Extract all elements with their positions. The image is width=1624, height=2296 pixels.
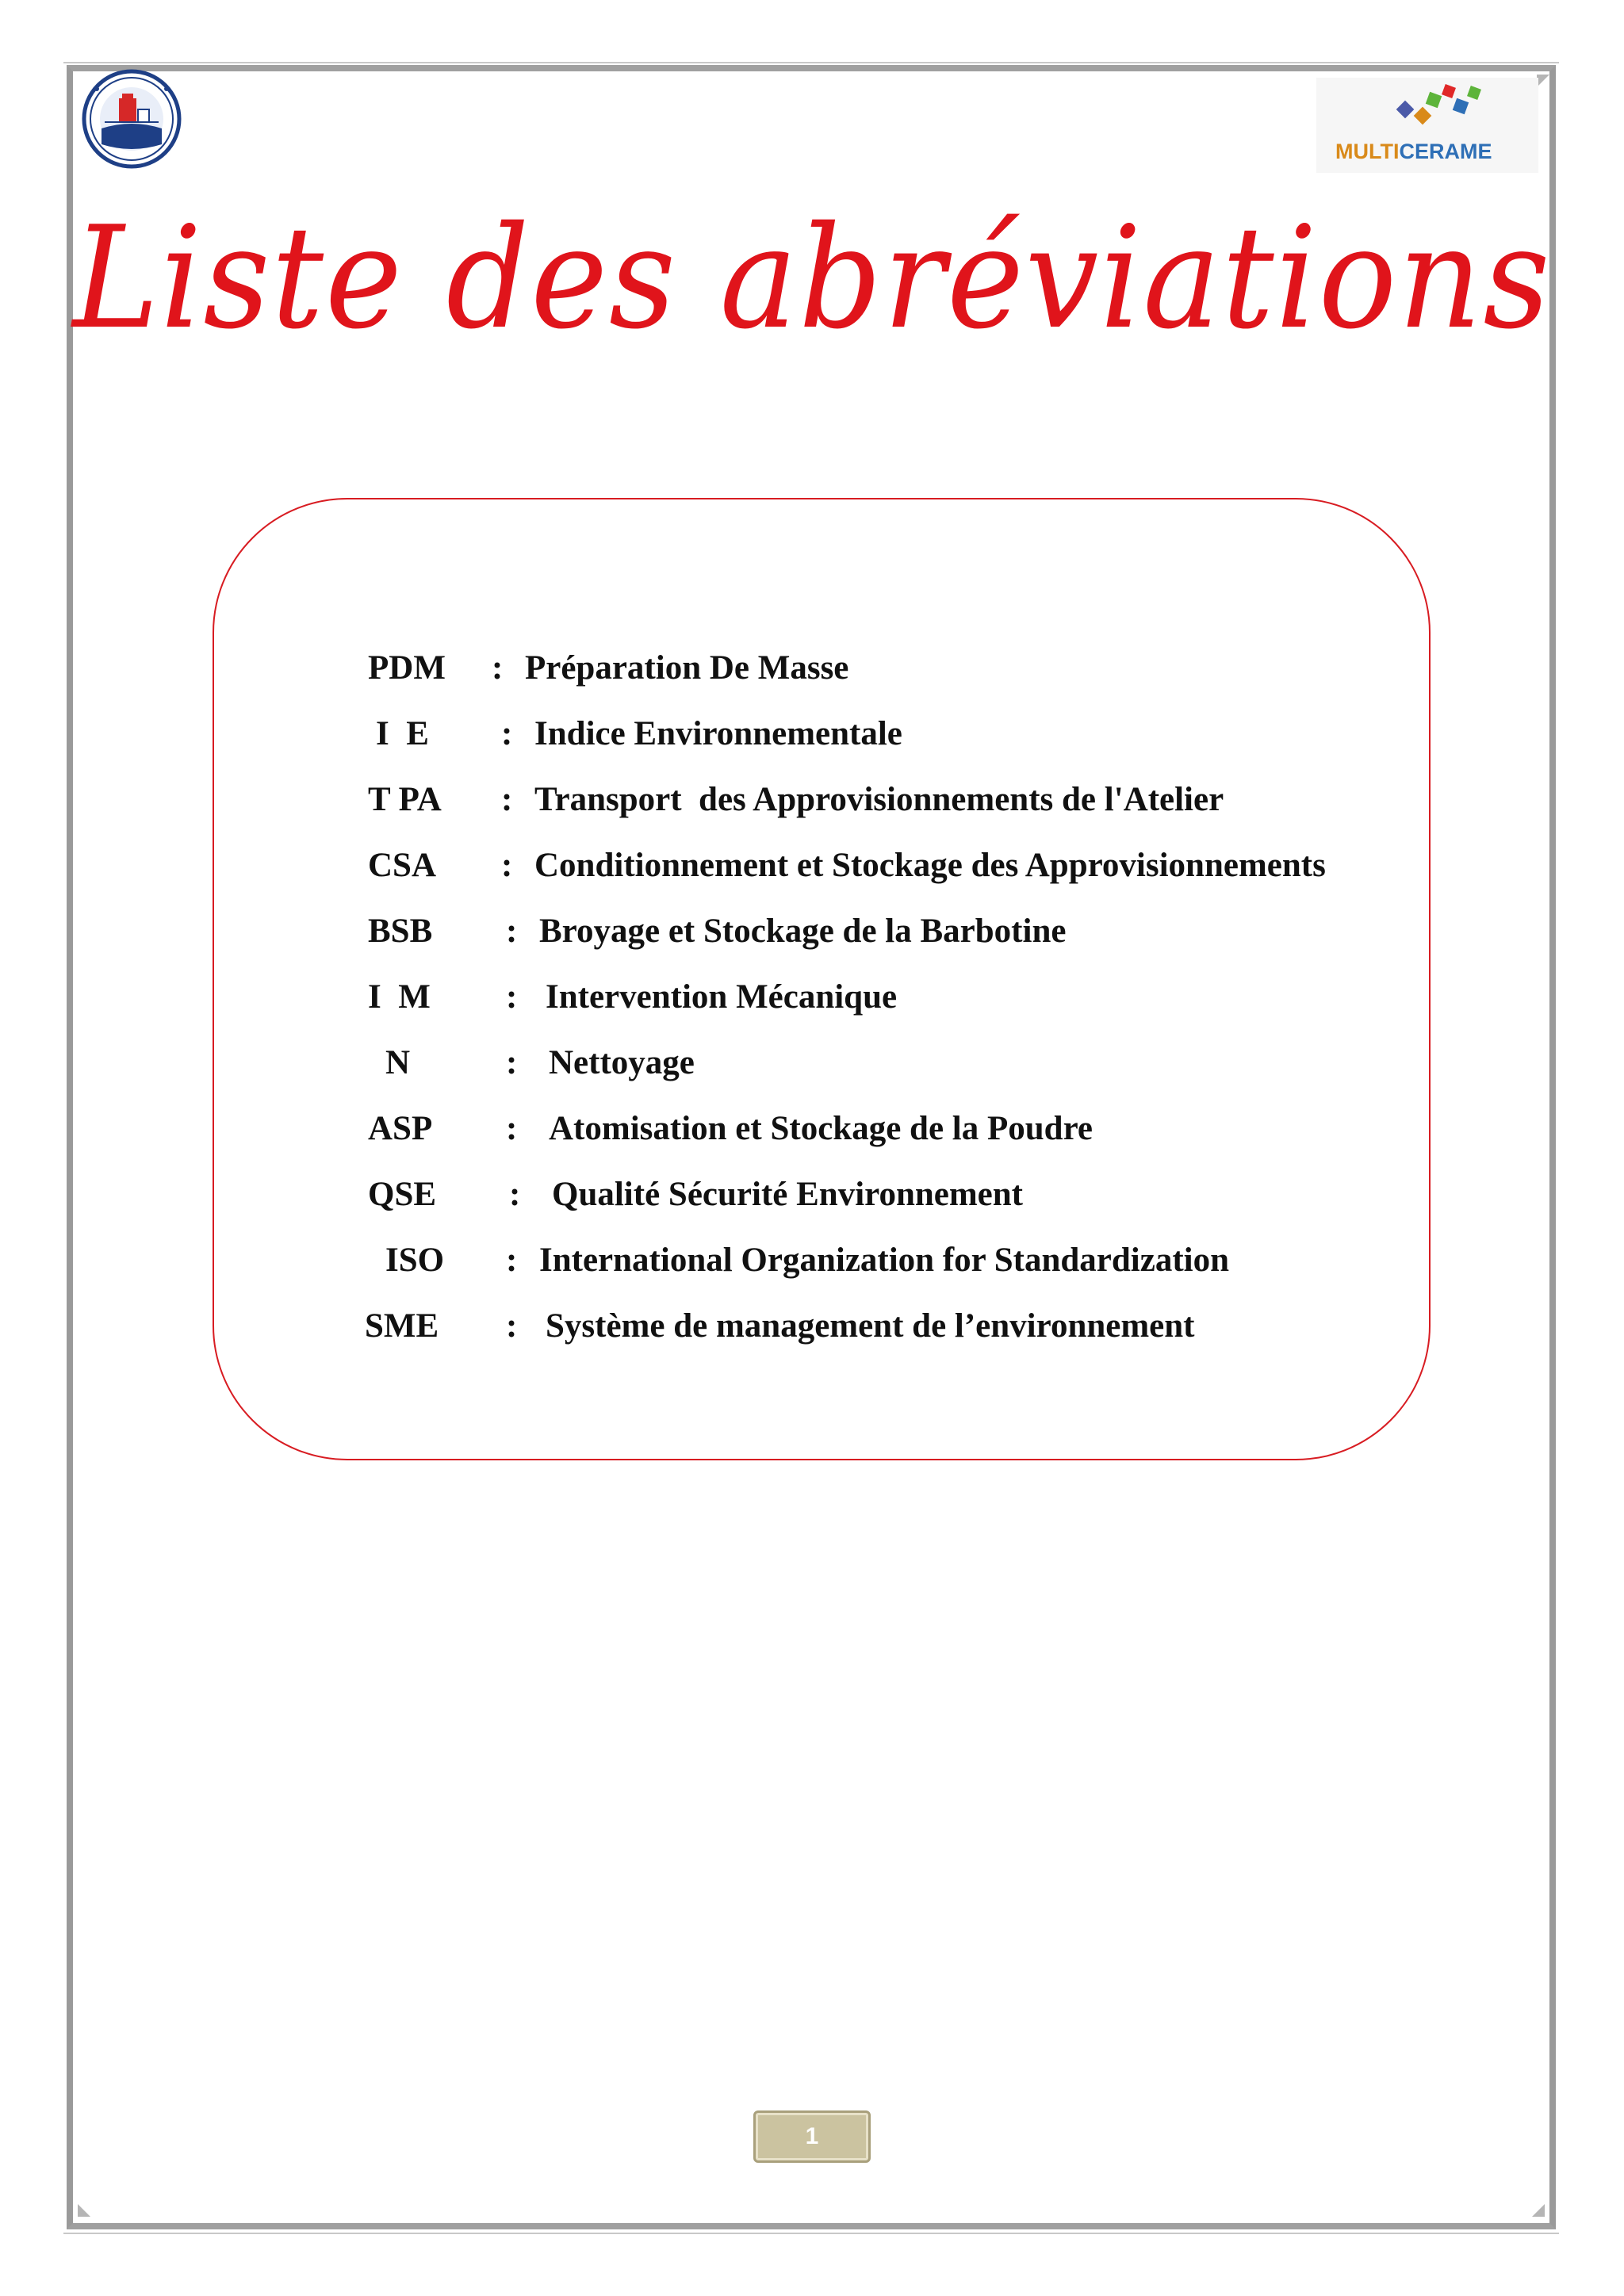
abbreviation-row — [0, 1035, 1624, 1091]
abbreviation-separator: : — [501, 781, 513, 818]
abbreviation-separator: : — [501, 847, 513, 884]
abbreviation-code: I E — [376, 715, 429, 752]
abbreviation-code: I M — [368, 978, 431, 1016]
corner-ornament-bottom-right — [1532, 2204, 1545, 2217]
abbreviation-definition: Système de management de l’environnement — [546, 1307, 1195, 1345]
abbreviation-separator: : — [506, 978, 518, 1016]
abbreviation-separator: : — [501, 715, 513, 752]
abbreviation-separator: : — [506, 1044, 518, 1081]
abbreviation-code: PDM — [368, 649, 446, 687]
abbreviation-row — [0, 641, 1624, 696]
abbreviation-definition: Transport des Approvisionnements de l'Atelier — [534, 781, 1224, 818]
abbreviation-definition: Broyage et Stockage de la Barbotine — [539, 913, 1067, 950]
abbreviation-definition: Conditionnement et Stockage des Approvisionnements — [534, 847, 1326, 884]
abbreviation-code: ASP — [368, 1110, 433, 1147]
page-number-badge — [753, 2110, 871, 2163]
abbreviation-row — [0, 970, 1624, 1025]
abbreviation-definition: Indice Environnementale — [534, 715, 902, 752]
abbreviation-code: SME — [365, 1307, 439, 1345]
abbreviation-row — [0, 838, 1624, 894]
corner-ornament-bottom-left — [78, 2204, 90, 2217]
abbreviation-row — [0, 1233, 1624, 1288]
abbreviation-separator: : — [492, 649, 504, 687]
multicerame-logo-text — [1335, 140, 1492, 164]
abbreviation-definition: Qualité Sécurité Environnement — [552, 1176, 1024, 1213]
logo-text-cerame: CERAME — [1399, 140, 1492, 163]
abbreviation-code: CSA — [368, 847, 437, 884]
abbreviation-definition: Préparation De Masse — [525, 649, 849, 687]
abbreviation-definition: Intervention Mécanique — [546, 978, 898, 1016]
abbreviation-row — [0, 1167, 1624, 1223]
multicerame-logo-icon — [1316, 78, 1538, 173]
abbreviation-definition: Nettoyage — [549, 1044, 695, 1081]
abbreviation-row — [0, 1299, 1624, 1354]
abbreviation-row — [0, 772, 1624, 828]
abbreviation-row — [0, 904, 1624, 959]
page-border-outer-top — [63, 62, 1559, 63]
abbreviation-row — [0, 706, 1624, 762]
abbreviation-separator: : — [509, 1176, 521, 1213]
abbreviation-definition: International Organization for Standardization — [539, 1242, 1229, 1279]
abbreviation-code: BSB — [368, 913, 433, 950]
abbreviation-separator: : — [506, 913, 518, 950]
abbreviation-separator: : — [506, 1110, 518, 1147]
abbreviation-code: ISO — [385, 1242, 445, 1279]
page-title: Liste des abréviations — [72, 196, 1552, 360]
abbreviation-row — [0, 1101, 1624, 1157]
abbreviation-code: N — [385, 1044, 411, 1081]
page-border-outer-bottom — [63, 2233, 1559, 2234]
corner-ornament-top-right — [1537, 75, 1549, 87]
logo-text-multi: MULTI — [1335, 140, 1400, 163]
abbreviation-code: T PA — [368, 781, 442, 818]
abbreviation-separator: : — [506, 1307, 518, 1345]
institution-seal-icon — [73, 67, 192, 170]
abbreviation-definition: Atomisation et Stockage de la Poudre — [549, 1110, 1093, 1147]
abbreviation-code: QSE — [368, 1176, 437, 1213]
abbreviation-separator: : — [506, 1242, 518, 1279]
page-number: 1 — [805, 2123, 819, 2149]
